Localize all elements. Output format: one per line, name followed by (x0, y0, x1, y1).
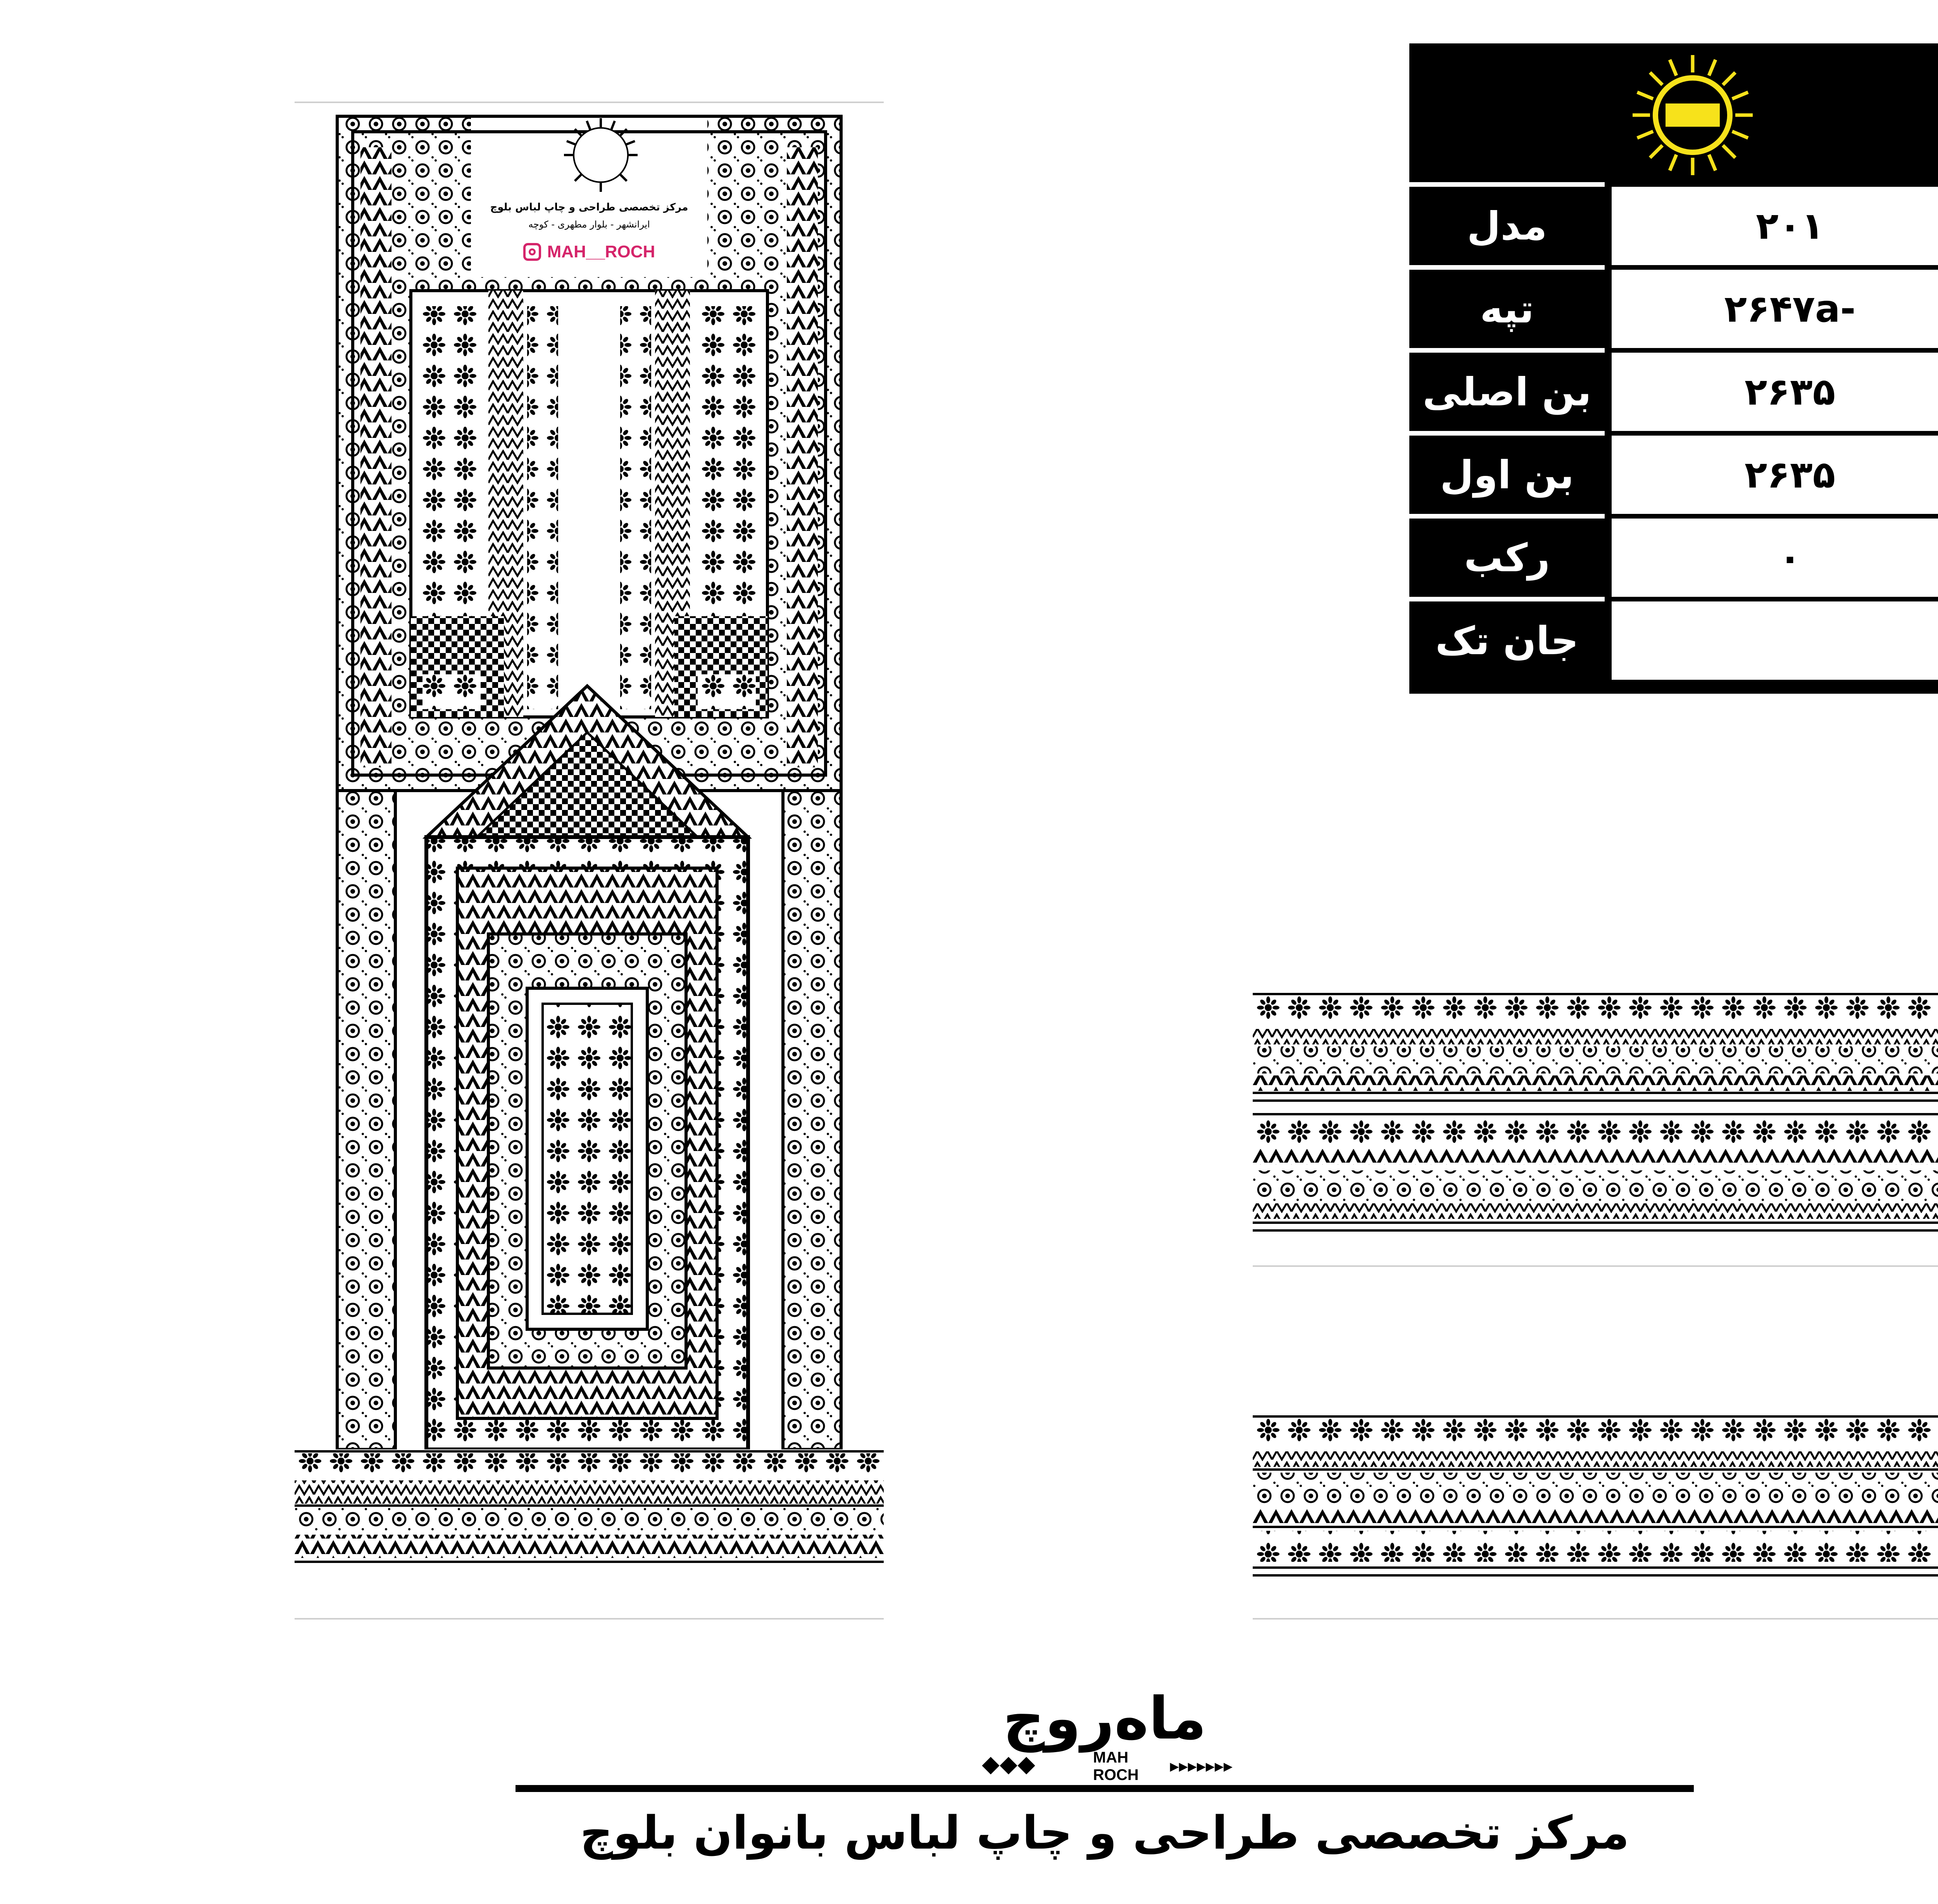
instagram-handle-text: MAH__ROCH (547, 242, 655, 261)
spec-row-tepeh (1409, 270, 1938, 353)
spec-value-tepeh: -۲۶۴۷a (1612, 270, 1938, 348)
spec-label-bon-aval: بن اول (1440, 452, 1574, 498)
dress-pattern-panel (295, 112, 884, 1570)
spec-label-tepeh: تپه (1480, 286, 1534, 332)
arrows-icon: ▶▶▶▶▶▶▶ (1170, 1759, 1233, 1773)
footer-logo-latin-row (1093, 1749, 1233, 1783)
neck-label-area (564, 118, 638, 192)
spec-label-bon-asli: بن اصلی (1422, 369, 1591, 415)
instagram-handle-row (504, 240, 674, 264)
spec-label-model: مدل (1467, 203, 1547, 249)
spec-row-jan-tak (1409, 601, 1938, 684)
border-band-bottom (1253, 1415, 1938, 1593)
spec-value-jan-tak (1612, 601, 1938, 680)
spec-value-model: ۲۰۱ (1612, 187, 1938, 265)
spec-value-rekab: ۰ (1612, 519, 1938, 597)
spec-row-bon-aval (1409, 436, 1938, 519)
diamond-dots-icon (985, 1759, 1081, 1775)
spec-row-bon-asli (1409, 353, 1938, 436)
spec-value-bon-aval: ۲۶۳۵ (1612, 436, 1938, 514)
instagram-icon (523, 243, 541, 261)
neck-header-line2: ایرانشهر - بلوار مطهری - کوچه (528, 219, 650, 230)
spec-label-rekab: رکب (1464, 535, 1550, 581)
bottom-guide-line-right (1253, 1618, 1938, 1620)
mid-guide-line-right (1253, 1265, 1938, 1267)
spec-table (1409, 43, 1938, 694)
footer-tagline: مرکز تخصصی طراحی و چاپ لباس بانوان بلوچ (580, 1806, 1629, 1859)
footer-logo (977, 1686, 1233, 1783)
spec-row-rekab (1409, 519, 1938, 601)
spec-table-header (1409, 43, 1938, 187)
spec-value-bon-asli: ۲۶۳۵ (1612, 353, 1938, 431)
footer-logo-text: ماه‌روچ (1003, 1685, 1207, 1752)
neck-header-line1: مرکز تخصصی طراحی و چاپ لباس بلوچ (490, 202, 688, 213)
spec-label-jan-tak: جان تک (1435, 618, 1579, 663)
border-band-top (1253, 992, 1938, 1240)
top-guide-line (295, 102, 884, 103)
mah-roch-sun-logo-icon (1611, 51, 1774, 179)
footer-logo-latin: MAH ROCH (1093, 1749, 1139, 1783)
footer-divider (516, 1785, 1694, 1792)
bottom-guide-line-left (295, 1618, 884, 1620)
spec-row-model (1409, 187, 1938, 270)
